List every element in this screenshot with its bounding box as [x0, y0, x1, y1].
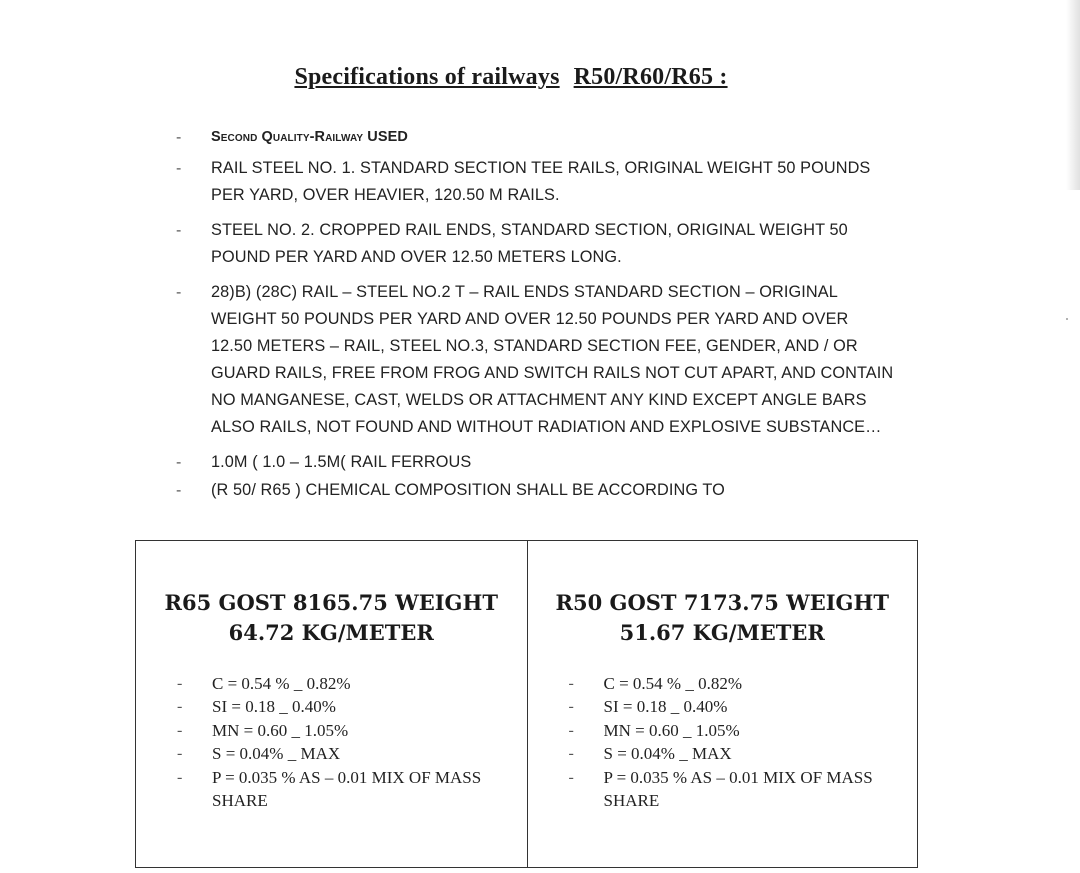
list-item — [172, 217, 932, 271]
property-text: P = 0.035 % AS – 0.01 MIX OF MASS SHARE — [603, 767, 873, 811]
property-text: P = 0.035 % AS – 0.01 MIX OF MASS SHARE — [212, 767, 482, 811]
property-text: S = 0.04% _ MAX — [212, 744, 341, 764]
bullet-dash: - — [176, 160, 182, 177]
property-text: MN = 0.60 _ 1.05% — [212, 720, 349, 740]
property-text: C = 0.54 % _ 0.82% — [212, 674, 351, 693]
bullet-dash: - — [568, 721, 574, 739]
page-edge-shadow — [1066, 0, 1080, 190]
list-item — [172, 155, 932, 209]
list-item — [172, 124, 932, 151]
table-cell-r50 — [527, 541, 918, 867]
bullet-dash: - — [177, 698, 183, 716]
property-text: MN = 0.60 _ 1.05% — [603, 720, 740, 740]
bullet-dash: - — [177, 768, 183, 786]
document-title — [0, 64, 1022, 91]
spec-list — [172, 124, 932, 512]
bullet-dash: - — [568, 675, 574, 692]
bullet-dash: - — [568, 745, 574, 763]
bullet-dash: - — [177, 675, 183, 692]
property-item — [569, 672, 909, 695]
bullet-dash: - — [176, 482, 182, 499]
property-item — [177, 695, 517, 718]
list-item-text: Second Quality-Railway USED — [211, 129, 408, 145]
cell-heading: R65 GOST 8165.75 WEIGHT 64.72 KG/METER — [164, 590, 498, 645]
bullet-dash: - — [177, 745, 183, 763]
list-item-text: 1.0M ( 1.0 – 1.5M( RAIL FERROUS — [211, 453, 472, 471]
bullet-dash: - — [568, 768, 574, 786]
title-main: Specifications of railways — [294, 64, 560, 90]
list-item-text: STEEL NO. 2. CROPPED RAIL ENDS, STANDARD SECTION, ORIGINAL WEIGHT 50 POUND PER YARD AND OVER 12.50 METERS LONG. — [211, 221, 848, 266]
bullet-dash: - — [176, 454, 182, 471]
bullet-dash: - — [568, 698, 574, 716]
list-item — [172, 477, 932, 504]
property-text: SI = 0.18 _ 0.40% — [603, 697, 728, 717]
property-item — [569, 719, 909, 742]
list-item-text: (R 50/ R65 ) CHEMICAL COMPOSITION SHALL BE ACCORDING TO — [211, 481, 725, 499]
property-item — [569, 742, 909, 765]
title-codes: R50/R60/R65 : — [573, 64, 728, 90]
scan-speck — [1066, 318, 1068, 320]
property-item — [177, 672, 517, 695]
property-text: C = 0.54 % _ 0.82% — [603, 674, 742, 693]
property-item — [177, 766, 517, 813]
list-item-text: RAIL STEEL NO. 1. STANDARD SECTION TEE RAILS, ORIGINAL WEIGHT 50 POUNDS PER YARD, OVER HEAVIER, 120.50 M RAILS. — [211, 159, 871, 204]
bullet-dash: - — [177, 721, 183, 739]
property-item — [569, 695, 909, 718]
property-list — [569, 672, 909, 812]
cell-heading: R50 GOST 7173.75 WEIGHT 51.67 KG/METER — [555, 590, 889, 645]
table-cell-r65 — [136, 541, 527, 867]
list-item — [172, 279, 932, 441]
property-text: S = 0.04% _ MAX — [603, 744, 732, 764]
property-item — [177, 719, 517, 742]
list-item-text: 28)B) (28C) RAIL – STEEL NO.2 T – RAIL ENDS STANDARD SECTION – ORIGINAL WEIGHT 50 POUNDS PER YARD AND OVER 12.50 POUNDS PER YARD AND OVER 12.50 METERS – RAIL, STEEL NO.3, STANDARD SECTION FEE, GENDER, AND / OR GUARD RAILS, FREE FROM FROG AND SWITCH RAILS NOT CUT APART, AND CONTAIN NO MANGANESE, CAST, WELDS OR ATTACHMENT ANY KIND EXCEPT ANGLE BARS ALSO RAILS, NOT FOUND AND WITHOUT RADIATION AND EXPLOSIVE SUBSTANCE… — [211, 283, 894, 436]
bullet-dash: - — [176, 222, 182, 239]
composition-table — [135, 540, 918, 868]
property-item — [177, 742, 517, 765]
property-item — [569, 766, 909, 813]
bullet-dash: - — [176, 129, 182, 146]
bullet-dash: - — [176, 284, 182, 301]
list-item — [172, 449, 932, 476]
property-text: SI = 0.18 _ 0.40% — [212, 697, 336, 717]
property-list — [177, 672, 517, 812]
